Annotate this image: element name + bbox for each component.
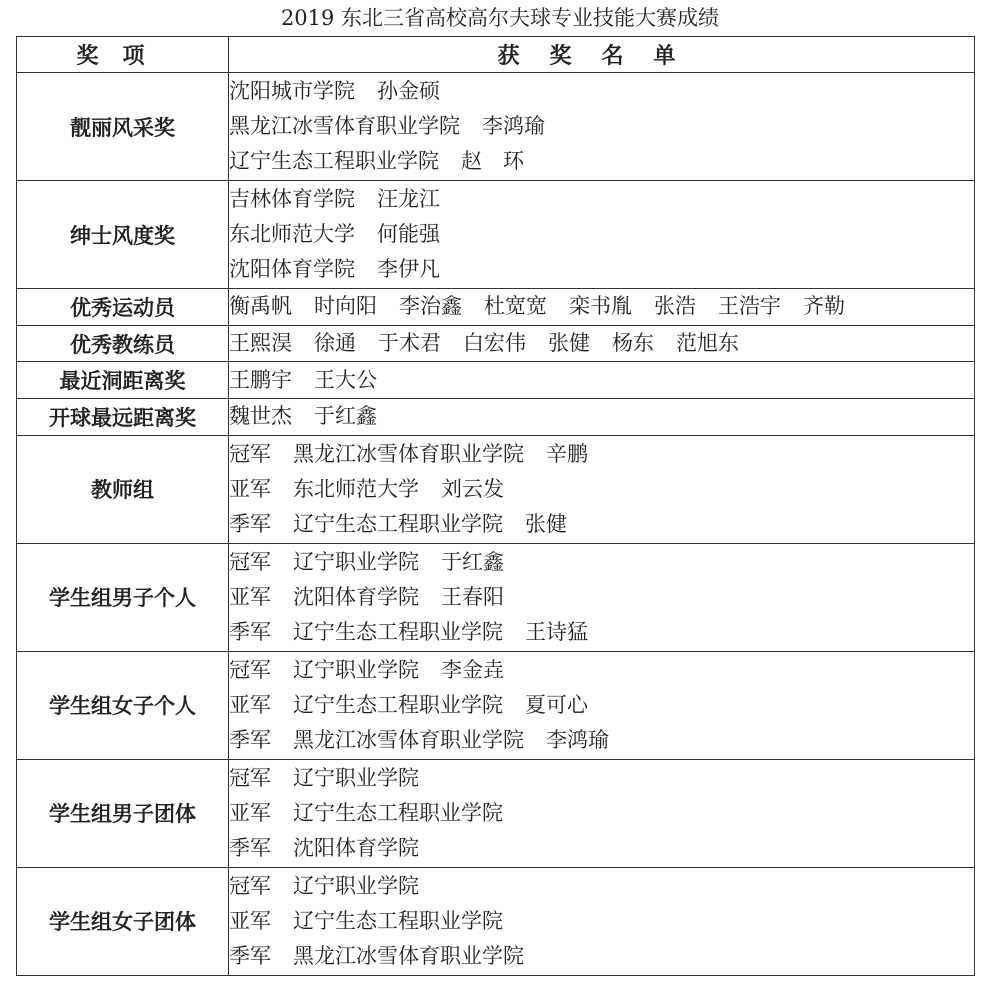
- table-row: [17, 181, 975, 289]
- winner-entry: 黑龙江冰雪体育职业学院: [293, 441, 524, 466]
- winner-entry: 张健: [525, 511, 567, 536]
- winner-entry: 东北师范大学: [229, 222, 355, 247]
- winners-cell: [229, 362, 975, 399]
- winner-entry: 沈阳体育学院: [229, 257, 355, 282]
- winner-entry: 亚军: [229, 584, 271, 609]
- table-row: [17, 399, 975, 436]
- winner-line: [229, 326, 974, 361]
- winner-entry: 何能强: [377, 222, 440, 247]
- winners-cell: [229, 325, 975, 362]
- winners-cell: [229, 543, 975, 651]
- winners-cell: [229, 867, 975, 975]
- results-body: [17, 73, 975, 976]
- winner-entry: 于红鑫: [314, 404, 377, 429]
- winner-entry: 黑龙江冰雪体育职业学院: [229, 114, 460, 139]
- winner-entry: 沈阳体育学院: [293, 584, 419, 609]
- winner-entry: 张健: [548, 331, 590, 356]
- winner-entry: 张浩: [654, 294, 696, 319]
- winner-entry: 王熙淏: [229, 331, 292, 356]
- table-row: [17, 867, 975, 975]
- winner-entry: 李治鑫: [399, 294, 462, 319]
- winner-entry: 于术君: [378, 331, 441, 356]
- winner-entry: 黑龙江冰雪体育职业学院: [293, 727, 524, 752]
- header-row: [17, 37, 975, 73]
- winners-cell: [229, 651, 975, 759]
- results-table: [16, 36, 975, 976]
- table-row: [17, 435, 975, 543]
- table-row: [17, 759, 975, 867]
- winner-entry: 时向阳: [314, 294, 377, 319]
- table-row: [17, 543, 975, 651]
- winner-line: [229, 796, 974, 831]
- winner-line: [229, 688, 974, 723]
- award-name: 优秀教练员: [17, 325, 229, 362]
- award-name: 学生组女子个人: [17, 651, 229, 759]
- winner-entry: 王浩宇: [718, 294, 781, 319]
- winner-entry: 孙金硕: [377, 79, 440, 104]
- award-name: 教师组: [17, 435, 229, 543]
- award-name: 学生组男子团体: [17, 759, 229, 867]
- winner-entry: 东北师范大学: [293, 476, 419, 501]
- winners-cell: [229, 289, 975, 326]
- winner-entry: 冠军: [229, 657, 271, 682]
- award-name: 最近洞距离奖: [17, 362, 229, 399]
- winner-entry: 衡禹帆: [229, 294, 292, 319]
- award-name: 绅士风度奖: [17, 181, 229, 289]
- winner-entry: 辽宁生态工程职业学院: [293, 908, 503, 933]
- winner-entry: 辽宁生态工程职业学院: [293, 692, 503, 717]
- winner-entry: 辽宁生态工程职业学院: [229, 149, 439, 174]
- winner-entry: 徐通: [314, 331, 356, 356]
- winner-entry: 冠军: [229, 873, 271, 898]
- winner-entry: 冠军: [229, 441, 271, 466]
- winners-cell: [229, 73, 975, 181]
- winner-entry: 于红鑫: [441, 549, 504, 574]
- winner-entry: 季军: [229, 619, 271, 644]
- header-winners: 获奖名单: [229, 37, 975, 73]
- winner-entry: 李鸿瑜: [546, 727, 609, 752]
- winner-entry: 杜宽宽: [484, 294, 547, 319]
- winner-entry: 栾书胤: [569, 294, 632, 319]
- winner-line: [229, 723, 974, 758]
- winner-line: [229, 615, 974, 650]
- winner-entry: 辽宁职业学院: [293, 765, 419, 790]
- winner-entry: 王鹏宇: [229, 367, 292, 392]
- winner-entry: 赵 环: [461, 149, 524, 174]
- winner-entry: 辽宁生态工程职业学院: [293, 619, 503, 644]
- winner-entry: 季军: [229, 835, 271, 860]
- winner-line: [229, 252, 974, 287]
- table-row: [17, 289, 975, 326]
- winner-line: [229, 939, 974, 974]
- winner-entry: 汪龙江: [377, 187, 440, 212]
- header-award: 奖项: [17, 37, 229, 73]
- winner-line: [229, 399, 974, 434]
- winner-line: [229, 761, 974, 796]
- winner-entry: 辽宁职业学院: [293, 549, 419, 574]
- winner-entry: 辽宁职业学院: [293, 657, 419, 682]
- winners-cell: [229, 399, 975, 436]
- table-row: [17, 73, 975, 181]
- winner-entry: 沈阳体育学院: [293, 835, 419, 860]
- winner-entry: 王大公: [314, 367, 377, 392]
- winner-line: [229, 507, 974, 542]
- winner-entry: 李伊凡: [377, 257, 440, 282]
- winner-entry: 王春阳: [441, 584, 504, 609]
- winners-cell: [229, 181, 975, 289]
- winner-line: [229, 545, 974, 580]
- winner-line: [229, 109, 974, 144]
- winner-line: [229, 182, 974, 217]
- winner-entry: 沈阳城市学院: [229, 79, 355, 104]
- winner-line: [229, 580, 974, 615]
- award-name: 优秀运动员: [17, 289, 229, 326]
- award-name: 靓丽风采奖: [17, 73, 229, 181]
- winner-line: [229, 831, 974, 866]
- table-row: [17, 362, 975, 399]
- winner-entry: 白宏伟: [463, 331, 526, 356]
- winner-line: [229, 437, 974, 472]
- winner-line: [229, 363, 974, 398]
- winner-entry: 杨东: [612, 331, 654, 356]
- winner-line: [229, 289, 974, 324]
- winner-entry: 范旭东: [676, 331, 739, 356]
- winner-line: [229, 144, 974, 179]
- winner-entry: 魏世杰: [229, 404, 292, 429]
- winner-line: [229, 74, 974, 109]
- winner-entry: 亚军: [229, 908, 271, 933]
- winner-entry: 亚军: [229, 692, 271, 717]
- winner-entry: 亚军: [229, 476, 271, 501]
- winner-entry: 季军: [229, 511, 271, 536]
- winner-entry: 辛鹏: [546, 441, 588, 466]
- winners-cell: [229, 759, 975, 867]
- page-title: 2019 东北三省高校高尔夫球专业技能大赛成绩: [280, 6, 720, 30]
- winner-entry: 亚军: [229, 800, 271, 825]
- table-row: [17, 651, 975, 759]
- winners-cell: [229, 435, 975, 543]
- table-row: [17, 325, 975, 362]
- winner-line: [229, 472, 974, 507]
- award-name: 学生组男子个人: [17, 543, 229, 651]
- winner-entry: 辽宁职业学院: [293, 873, 419, 898]
- winner-entry: 冠军: [229, 549, 271, 574]
- winner-entry: 吉林体育学院: [229, 187, 355, 212]
- award-name: 学生组女子团体: [17, 867, 229, 975]
- winner-entry: 辽宁生态工程职业学院: [293, 511, 503, 536]
- winner-entry: 冠军: [229, 765, 271, 790]
- winner-entry: 李金垚: [441, 657, 504, 682]
- winner-line: [229, 217, 974, 252]
- winner-line: [229, 904, 974, 939]
- winner-line: [229, 653, 974, 688]
- winner-entry: 黑龙江冰雪体育职业学院: [293, 943, 524, 968]
- winner-entry: 刘云发: [441, 476, 504, 501]
- winner-entry: 李鸿瑜: [482, 114, 545, 139]
- winner-entry: 夏可心: [525, 692, 588, 717]
- winner-entry: 齐勒: [803, 294, 845, 319]
- winner-entry: 王诗猛: [525, 619, 588, 644]
- winner-line: [229, 869, 974, 904]
- winner-entry: 季军: [229, 943, 271, 968]
- winner-entry: 辽宁生态工程职业学院: [293, 800, 503, 825]
- award-name: 开球最远距离奖: [17, 399, 229, 436]
- winner-entry: 季军: [229, 727, 271, 752]
